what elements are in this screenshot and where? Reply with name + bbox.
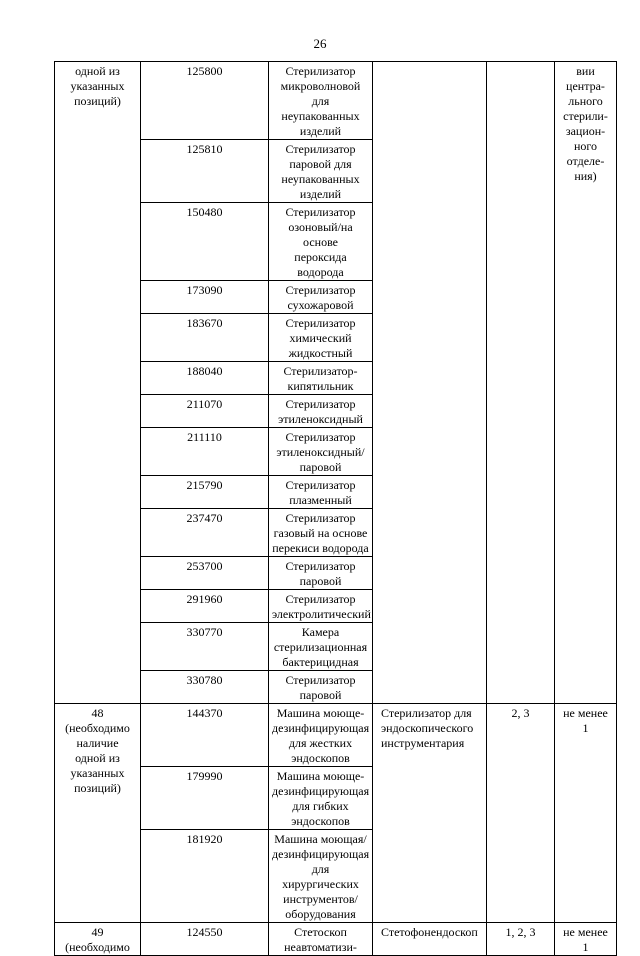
usage-cell: 2, 3	[487, 704, 555, 923]
code-cell: 188040	[141, 362, 269, 395]
table-row	[55, 62, 617, 140]
table-row	[55, 704, 617, 767]
quantity-cell: не менее 1	[555, 923, 617, 956]
name-cell: Стерилизатор- кипятильник	[269, 362, 373, 395]
name-cell: Машина моющая/ дезинфицирующая для хирургических инструментов/ оборудования	[269, 830, 373, 923]
code-cell: 144370	[141, 704, 269, 767]
name-cell: Стетоскоп неавтоматизи-	[269, 923, 373, 956]
name-cell: Стерилизатор паровой для неупакованных изделий	[269, 140, 373, 203]
name-cell: Стерилизатор электролитический	[269, 590, 373, 623]
code-cell: 181920	[141, 830, 269, 923]
code-cell: 237470	[141, 509, 269, 557]
code-cell: 211110	[141, 428, 269, 476]
name-cell: Машина моюще- дезинфицирующая для жестких эндоскопов	[269, 704, 373, 767]
name-cell: Стерилизатор паровой	[269, 557, 373, 590]
page-number: 26	[313, 36, 327, 51]
code-cell: 173090	[141, 281, 269, 314]
usage-cell	[487, 62, 555, 704]
code-cell: 124550	[141, 923, 269, 956]
code-cell: 211070	[141, 395, 269, 428]
code-cell: 215790	[141, 476, 269, 509]
name-cell: Стерилизатор паровой	[269, 671, 373, 704]
code-cell: 125800	[141, 62, 269, 140]
equipment-table	[54, 61, 617, 956]
group-position-cell: 49 (необходимо	[55, 923, 141, 956]
name-cell: Стерилизатор этиленоксидный	[269, 395, 373, 428]
name-cell: Камера стерилизационная бактерицидная	[269, 623, 373, 671]
code-cell: 179990	[141, 767, 269, 830]
name-cell: Стерилизатор химический жидкостный	[269, 314, 373, 362]
name-cell: Стерилизатор плазменный	[269, 476, 373, 509]
name-cell: Машина моюще- дезинфицирующая для гибких эндоскопов	[269, 767, 373, 830]
code-cell: 253700	[141, 557, 269, 590]
group-position-cell: одной из указанных позиций)	[55, 62, 141, 704]
code-cell: 330780	[141, 671, 269, 704]
description-cell: Стетофонендоскоп	[373, 923, 487, 956]
name-cell: Стерилизатор этиленоксидный/ паровой	[269, 428, 373, 476]
code-cell: 291960	[141, 590, 269, 623]
quantity-cell: не менее 1	[555, 704, 617, 923]
code-cell: 125810	[141, 140, 269, 203]
name-cell: Стерилизатор газовый на основе перекиси водорода	[269, 509, 373, 557]
description-cell: Стерилизатор для эндоскопического инструментария	[373, 704, 487, 923]
description-cell	[373, 62, 487, 704]
code-cell: 150480	[141, 203, 269, 281]
code-cell: 330770	[141, 623, 269, 671]
table-row	[55, 923, 617, 956]
usage-cell: 1, 2, 3	[487, 923, 555, 956]
name-cell: Стерилизатор микроволновой для неупакованных изделий	[269, 62, 373, 140]
name-cell: Стерилизатор сухожаровой	[269, 281, 373, 314]
group-position-cell: 48 (необходимо наличие одной из указанных позиций)	[55, 704, 141, 923]
name-cell: Стерилизатор озоновый/на основе пероксида водорода	[269, 203, 373, 281]
code-cell: 183670	[141, 314, 269, 362]
quantity-cell: вии центра- льного стерили- зацион- ного отделе- ния)	[555, 62, 617, 704]
